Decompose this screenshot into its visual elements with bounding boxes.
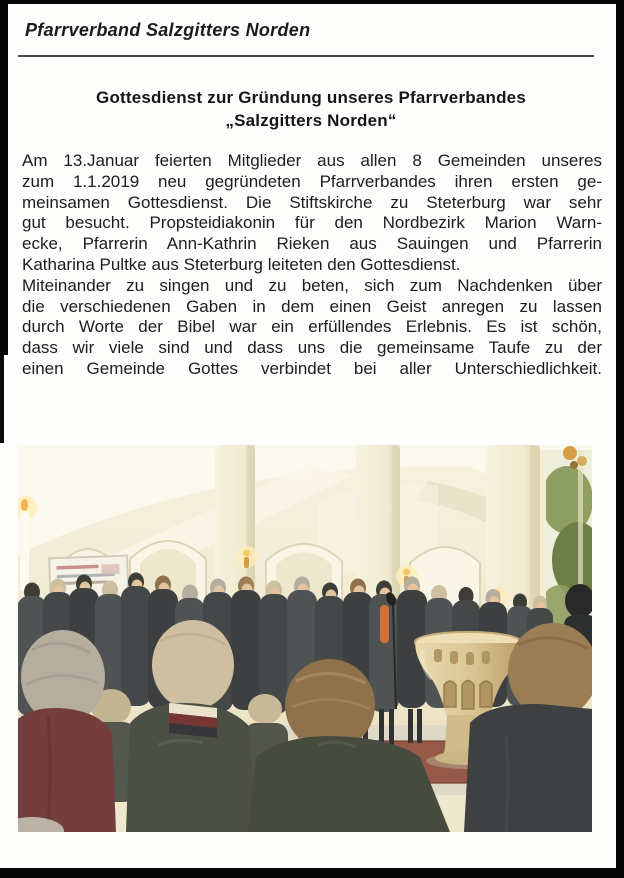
masthead-rule <box>18 55 594 57</box>
article-headline-line1: Gottesdienst zur Gründung unseres Pfarrverbandes <box>96 88 526 107</box>
scan-edge-left-tail <box>0 355 4 443</box>
article-photo <box>18 445 592 832</box>
body-line: Katharina Pultke aus Steterburg leiteten den Gottesdienst. <box>22 254 461 274</box>
article-headline <box>18 86 604 132</box>
body-line: zum 1.1.2019 neu gegründeten Pfarrverbandes ihren ersten ge- <box>22 171 602 191</box>
scan-edge-top <box>0 0 624 4</box>
body-line: einen Gemeinde Gottes verbindet bei aller Unterschiedlichkeit. <box>22 358 602 378</box>
body-line: ecke, Pfarrerin Ann-Kathrin Rieken aus Sauingen und Pfarrerin <box>22 234 602 254</box>
masthead-title: Pfarrverband Salzgitters Norden <box>25 20 311 40</box>
article-headline-line2: „Salzgitters Norden“ <box>225 111 397 130</box>
scan-tint-overlay <box>18 445 592 832</box>
scan-edge-right <box>616 0 624 878</box>
body-line: Miteinander zu singen und zu beten, sich zum Nachdenken über <box>22 275 602 295</box>
body-line: gut besucht. Propsteidiakonin für den Nordbezirk Marion Warn- <box>22 213 602 233</box>
scan-edge-bottom <box>0 868 624 878</box>
body-line: durch Worte der Bibel war ein erfüllendes Erlebnis. Es ist schön, <box>22 317 602 337</box>
body-line: Am 13.Januar feierten Mitglieder aus allen 8 Gemeinden unseres <box>22 151 602 170</box>
body-line: die verschiedenen Gaben in dem einen Geist anregen zu lassen <box>22 296 602 316</box>
body-line: dass wir viele sind und dass uns die gemeinsame Taufe zu der <box>22 338 602 358</box>
body-line: meinsamen Gottesdienst. Die Stiftskirche zu Steterburg war sehr <box>22 192 602 212</box>
article-body <box>22 151 602 380</box>
scan-edge-left <box>0 0 8 355</box>
